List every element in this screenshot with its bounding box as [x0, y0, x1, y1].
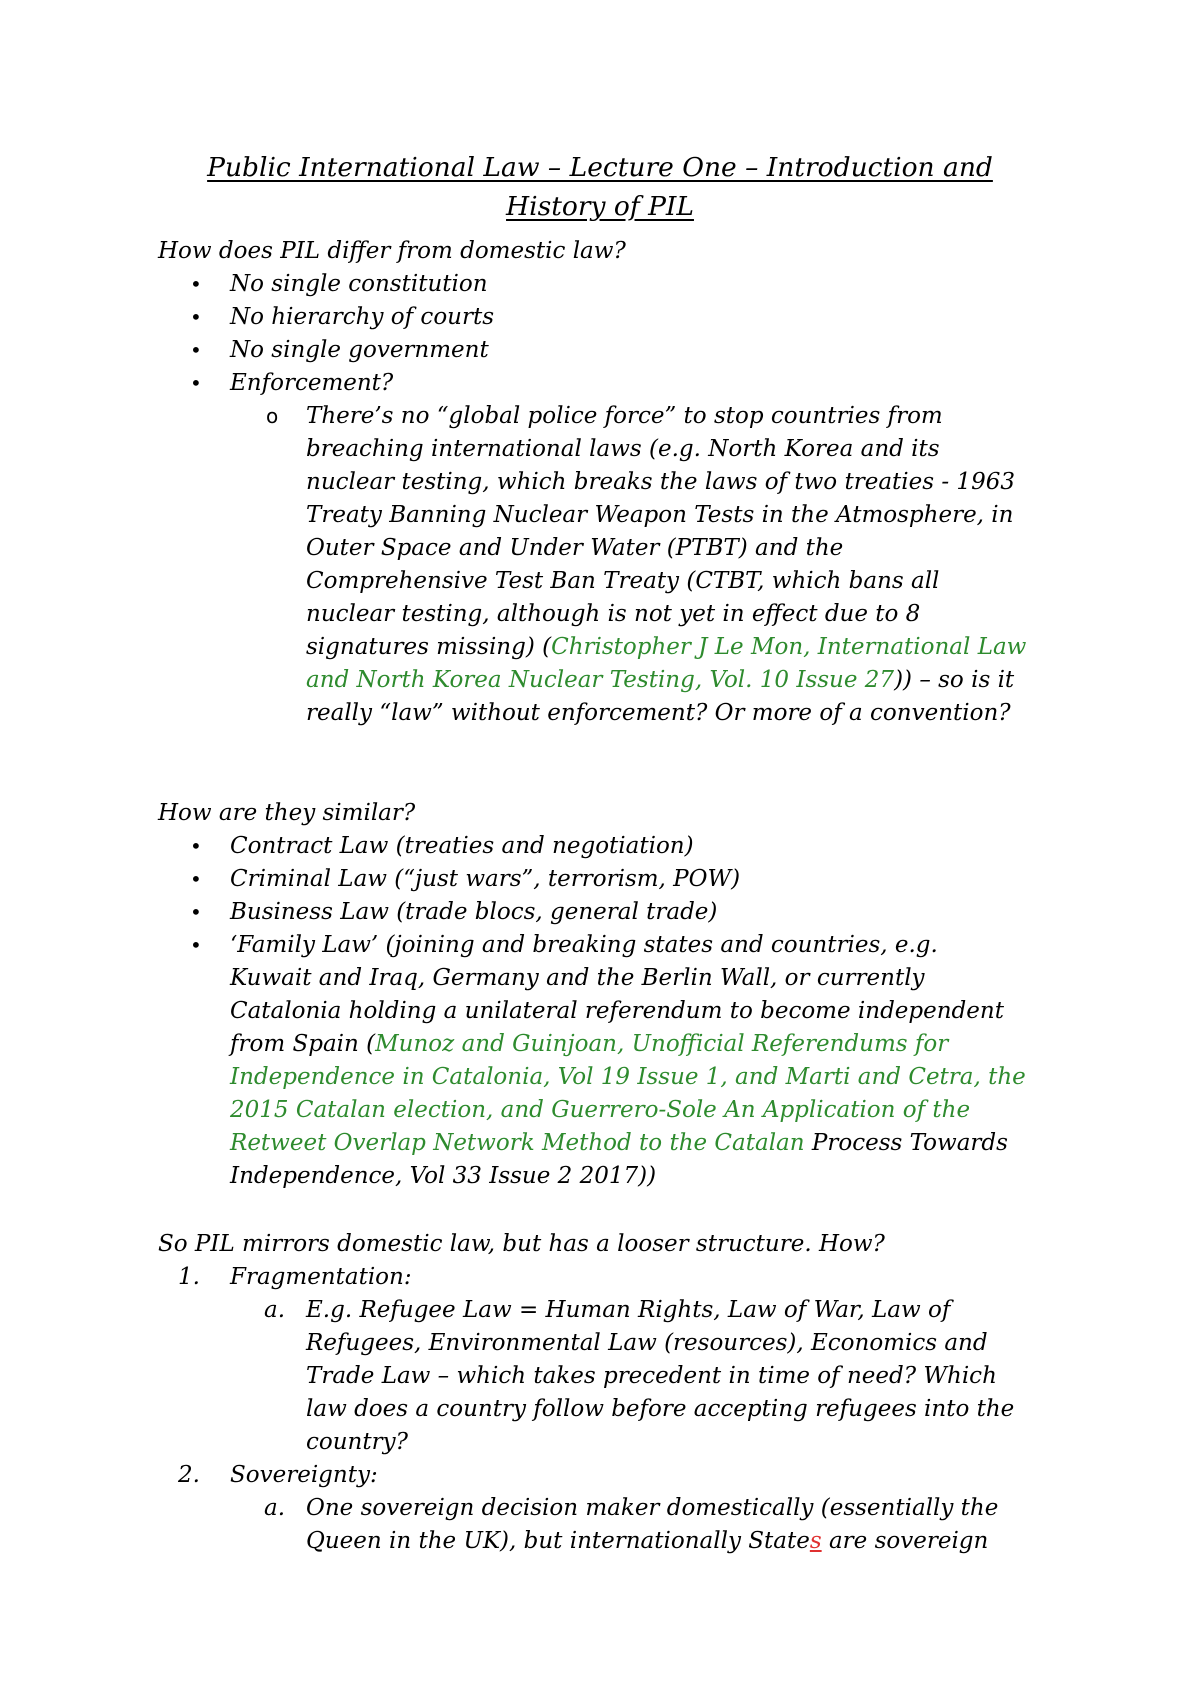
reference-citation: 2015 Catalan election, and Guerrero-Sole An Application of the [230, 1097, 971, 1123]
reference-citation: Munoz and Guinjoan, Unofficial Referendums for [375, 1031, 949, 1057]
text-line [158, 1127, 1058, 1160]
title-line-1: Public International Law – Lecture One – Introduction and [207, 152, 993, 183]
bullet-icon: • [190, 371, 202, 395]
bullet-icon: • [190, 338, 202, 362]
sub-list-item [158, 400, 1058, 433]
list-item-text: Criminal Law (“just wars”, terrorism, POW) [230, 866, 741, 892]
text-line: Comprehensive Test Ban Treaty (CTBT, which bans all [306, 568, 940, 594]
item-label: Fragmentation: [230, 1264, 412, 1290]
circle-bullet-icon: o [266, 404, 279, 428]
list-item [158, 929, 1058, 962]
reference-citation: and North Korea Nuclear Testing, Vol. 10 Issue 27 [306, 667, 895, 693]
list-item-text: No single constitution [230, 271, 488, 297]
list-item-text: Contract Law (treaties and negotiation) [230, 833, 694, 859]
bullet-icon: • [190, 933, 202, 957]
title-line-2: History of PIL [506, 191, 694, 222]
text-segment: )) – so is it [894, 667, 1015, 693]
list-item-text: Enforcement? [230, 370, 394, 396]
text-segment: Process Towards [804, 1130, 1008, 1156]
list-item [158, 896, 1058, 929]
bullet-icon: • [190, 867, 202, 891]
list-item [158, 334, 1058, 367]
section-structure [158, 1228, 1058, 1558]
bullet-icon: • [190, 305, 202, 329]
text-line: E.g. Refugee Law = Human Rights, Law of War, Law of [306, 1297, 951, 1323]
text-line [158, 1028, 1058, 1061]
reference-citation: Christopher J Le Mon, International Law [551, 634, 1027, 660]
item-number: 1. [178, 1264, 200, 1290]
list-item-text: No single government [230, 337, 489, 363]
reference-citation: Retweet Overlap Network Method to the Catalan [230, 1130, 805, 1156]
bullet-icon: • [190, 900, 202, 924]
text-segment: are sovereign [821, 1528, 989, 1554]
list-item [158, 830, 1058, 863]
text-line: nuclear testing, although is not yet in effect due to 8 [306, 601, 921, 627]
item-label: Sovereignty: [230, 1462, 378, 1488]
text-line: law does a country follow before accepting refugees into the [306, 1396, 1015, 1422]
text-segment: from Spain ( [230, 1031, 376, 1057]
text-line: Kuwait and Iraq, Germany and the Berlin Wall, or currently [230, 965, 925, 991]
list-item [158, 301, 1058, 334]
section-heading: So PIL mirrors domestic law, but has a looser structure. How? [158, 1231, 885, 1257]
list-item [158, 863, 1058, 896]
text-line: Trade Law – which takes precedent in time of need? Which [306, 1363, 997, 1389]
lettered-item [158, 1492, 1058, 1525]
text-segment: signatures missing) ( [306, 634, 552, 660]
item-number: 2. [178, 1462, 200, 1488]
page-title [150, 148, 1050, 226]
section-heading: How does PIL differ from domestic law? [158, 238, 626, 264]
text-line: Refugees, Environmental Law (resources), Economics and [306, 1330, 988, 1356]
numbered-item [158, 1459, 1058, 1492]
item-letter: a. [264, 1495, 286, 1521]
text-line [158, 1525, 1058, 1558]
text-line: breaching international laws (e.g. North Korea and its [306, 436, 940, 462]
item-letter: a. [264, 1297, 286, 1323]
numbered-item [158, 1261, 1058, 1294]
text-line: Outer Space and Under Water (PTBT) and the [306, 535, 844, 561]
section-heading: How are they similar? [158, 800, 416, 826]
section-differences [158, 235, 1058, 730]
lettered-item [158, 1294, 1058, 1327]
section-similarities [158, 797, 1058, 1193]
text-line: really “law” without enforcement? Or more of a convention? [306, 700, 1011, 726]
text-line [158, 664, 1058, 697]
bullet-icon: • [190, 834, 202, 858]
list-item [158, 367, 1058, 400]
text-line: Catalonia holding a unilateral referendum to become independent [230, 998, 1004, 1024]
spelling-flag: s [809, 1528, 822, 1554]
text-line: Independence, Vol 33 Issue 2 2017)) [230, 1163, 657, 1189]
text-line [158, 631, 1058, 664]
text-line: Treaty Banning Nuclear Weapon Tests in the Atmosphere, in [306, 502, 1014, 528]
reference-citation: Independence in Catalonia, Vol 19 Issue 1, and Marti and Cetra, the [230, 1064, 1026, 1090]
list-item-text: ‘Family Law’ (joining and breaking states and countries, e.g. [230, 932, 938, 958]
bullet-icon: • [190, 272, 202, 296]
text-line: nuclear testing, which breaks the laws of two treaties - 1963 [306, 469, 1015, 495]
list-item [158, 268, 1058, 301]
text-line: One sovereign decision maker domestically (essentially the [306, 1495, 999, 1521]
text-line: There’s no “global police force” to stop countries from [306, 403, 943, 429]
text-line: country? [306, 1429, 408, 1455]
text-segment: Queen in the UK), but internationally State [306, 1528, 810, 1554]
list-item-text: Business Law (trade blocs, general trade) [230, 899, 718, 925]
list-item-text: No hierarchy of courts [230, 304, 495, 330]
